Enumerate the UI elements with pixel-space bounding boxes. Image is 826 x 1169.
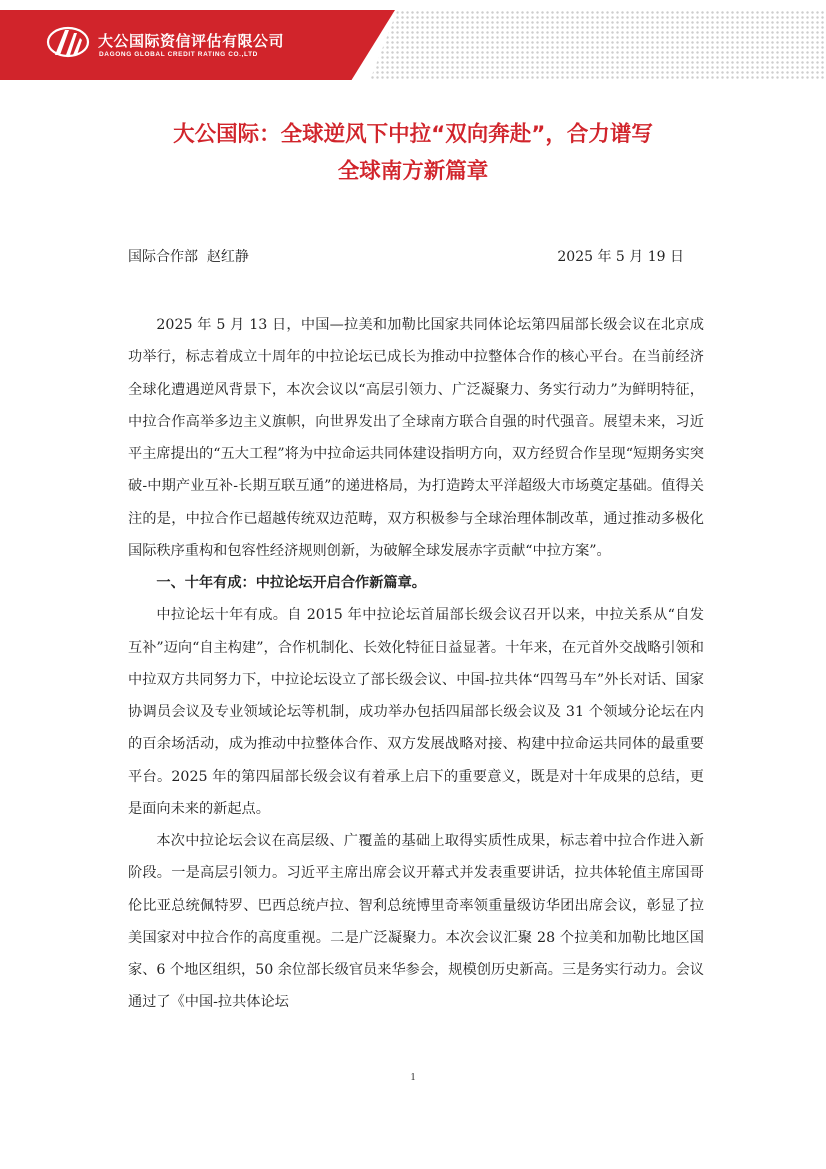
author: 国际合作部 赵红静 <box>128 249 249 265</box>
page-title <box>80 116 746 190</box>
byline <box>128 247 684 267</box>
paragraph-1: 2025 年 5 月 13 日，中国—拉美和加勒比国家共同体论坛第四届部长级会议在北京成功举行，标志着成立十周年的中拉论坛已成长为推动中拉整体合作的核心平台。在当前经济全球化遭遇逆风背景下，本次会议以“高层引领力、广泛凝聚力、务实行动力”为鲜明特征，中拉合作高举多边主义旗帜，向世界发出了全球南方联合自强的时代强音。展望未来，习近平主席提出的“五大工程”将为中拉命运共同体建设指明方向，双方经贸合作呈现“短期务实突破-中期产业互补-长期互联互通”的递进格局，为打造跨太平洋超级大市场奠定基础。值得关注的是，中拉合作已超越传统双边范畴，双方积极参与全球治理体制改革，通过推动多极化国际秩序重构和包容性经济规则创新，为破解全球发展赤字贡献“中拉方案”。 <box>128 317 704 559</box>
header-band <box>0 0 826 82</box>
paragraph-3: 本次中拉论坛会议在高层级、广覆盖的基础上取得实质性成果，标志着中拉合作进入新阶段。一是高层引领力。习近平主席出席会议开幕式并发表重要讲话，拉共体轮值主席国哥伦比亚总统佩特罗、巴西总统卢拉、智利总统博里奇率领重量级访华团出席会议，彰显了拉美国家对中拉合作的高度重视。二是广泛凝聚力。本次会议汇聚 28 个拉美和加勒比地区国家、6 个地区组织，50 余位部长级官员来华参会，规模创历史新高。三是务实行动力。会议通过了《中国-拉共体论坛 <box>128 833 704 1011</box>
header-dot-pattern <box>370 10 826 80</box>
title-line-2: 全球南方新篇章 <box>337 159 489 184</box>
company-name-cn: 大公国际资信评估有限公司 <box>98 32 285 50</box>
company-name-en: DAGONG GLOBAL CREDIT RATING CO.,LTD <box>99 51 258 58</box>
publish-date: 2025 年 5 月 19 日 <box>557 249 684 265</box>
dagong-logo-icon <box>46 24 90 60</box>
paragraph-2: 中拉论坛十年有成。自 2015 年中拉论坛首届部长级会议召开以来，中拉关系从“自发互补”迈向“自主构建”，合作机制化、长效化特征日益显著。十年来，在元首外交战略引领和中拉双方共同努力下，中拉论坛设立了部长级会议、中国-拉共体“四驾马车”外长对话、国家协调员会议及专业领域论坛等机制，成功举办包括四届部长级会议及 31 个领域分论坛在内的百余场活动，成为推动中拉整体合作、双方发展战略对接、构建中拉命运共同体的最重要平台。2025 年的第四届部长级会议有着承上启下的重要意义，既是对十年成果的总结，更是面向未来的新起点。 <box>128 607 704 817</box>
title-line-1: 大公国际：全球逆风下中拉“双向奔赴”，合力谱写 <box>173 122 653 147</box>
page-number: 1 <box>410 1072 416 1083</box>
article-body <box>128 309 704 1019</box>
section-heading-1: 一、十年有成：中拉论坛开启合作新篇章。 <box>156 575 426 591</box>
